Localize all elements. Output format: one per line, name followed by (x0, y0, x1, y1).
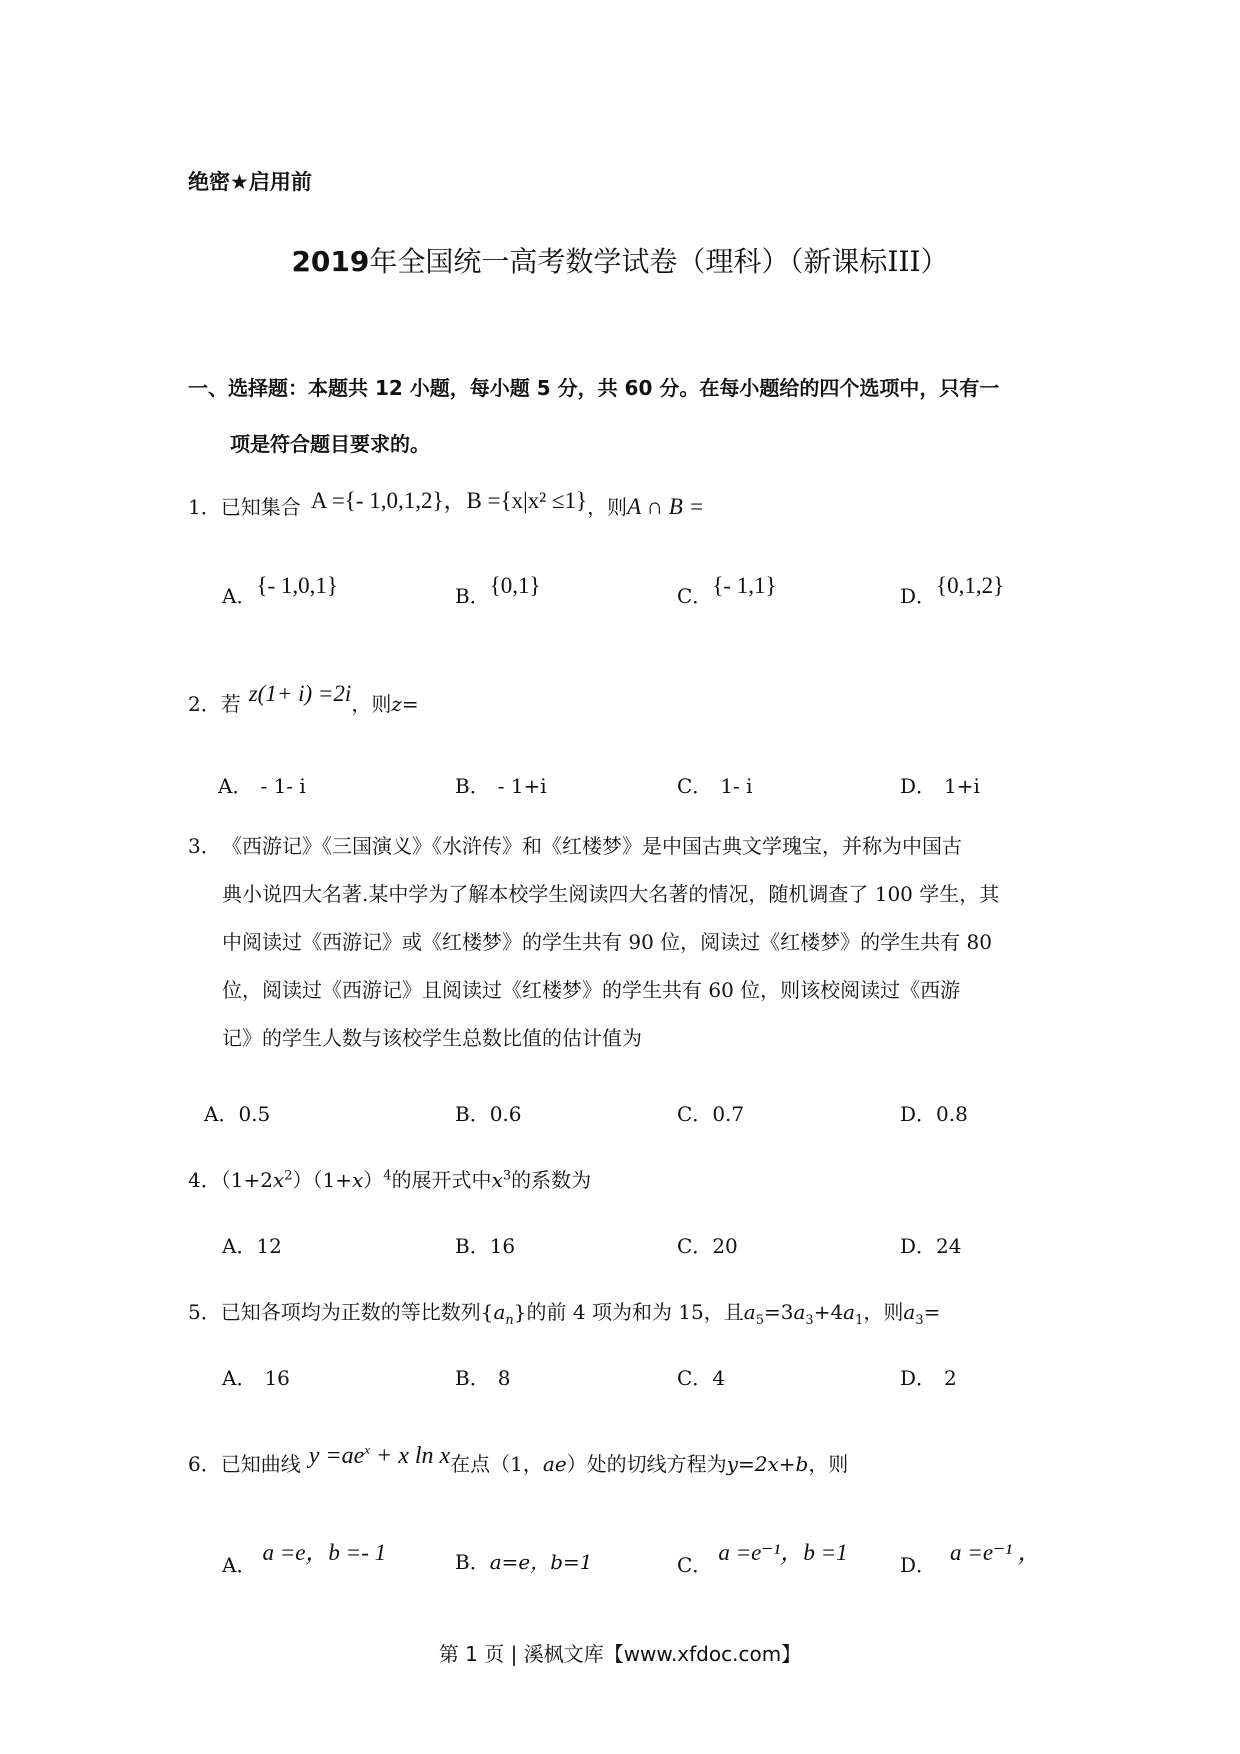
question-number: 2． (188, 692, 221, 716)
question-4: 4．$(1+2x^2)(1+x)^4$的展开式中$x^3$的系数为 (188, 1168, 592, 1192)
q6-option-d: D． a =e⁻¹ ， (900, 1540, 1041, 1577)
q1-option-c: C．{- 1,1} (677, 573, 777, 608)
q3-option-c: C．0.7 (677, 1102, 745, 1126)
q2-option-a: A． - 1- i (218, 774, 306, 798)
q3-option-a: A．0.5 (204, 1102, 271, 1126)
q2-option-d: D． 1+i (900, 774, 980, 798)
equation-formula: z(1+ i) =2i (248, 681, 352, 706)
confidential-label: 绝密★启用前 (188, 170, 312, 194)
q2-option-c: C． 1- i (677, 774, 753, 798)
q1-option-d: D．{0,1,2} (900, 573, 1005, 608)
question-number: 1． (188, 495, 221, 519)
question-line-2: 典小说四大名著.某中学为了解本校学生阅读四大名著的情况，随机调查了 100 学生，其 (222, 882, 1000, 906)
page-footer: 第 1 页 | 溪枫文库【www.xfdoc.com】 (438, 1642, 802, 1666)
q1-option-a: A．{- 1,0,1} (222, 573, 338, 608)
q4-option-d: D．24 (900, 1234, 962, 1258)
set-b-formula: B ={x|x² ≤1} (466, 488, 588, 513)
question-text: 已知集合 (220, 495, 301, 519)
question-3 (188, 822, 1068, 1062)
title-year: 2019 (291, 245, 370, 278)
q3-option-b: B．0.6 (455, 1102, 522, 1126)
question-line-5: 记》的学生人数与该校学生总数比值的估计值为 (222, 1026, 642, 1050)
q1-option-b: B．{0,1} (455, 573, 541, 608)
q3-option-d: D．0.8 (900, 1102, 968, 1126)
q4-option-a: A．12 (222, 1234, 282, 1258)
question-line-4: 位，阅读过《西游记》且阅读过《红楼梦》的学生共有 60 位，则该校阅读过《西游 (222, 978, 961, 1002)
section-line-1: 一、选择题：本题共 12 小题，每小题 5 分，共 60 分。在每小题给的四个选项中，只有一 (188, 376, 1000, 400)
set-a-formula: A ={- 1,0,1,2}， (310, 488, 467, 513)
question-text: ，则 (351, 692, 392, 716)
curve-formula: $y =ae^x + x$ ln x (308, 1442, 451, 1469)
title-text: 年全国统一高考数学试卷（理科）（新课标III） (369, 245, 949, 278)
q6-option-c: C． a =e⁻¹，b =1 (677, 1540, 848, 1577)
q5-option-d: D． 2 (900, 1366, 957, 1390)
exam-title (0, 240, 1240, 280)
question-number: 4． (188, 1168, 221, 1192)
q5-option-c: C．4 (677, 1366, 726, 1390)
q6-option-a: A． a =e，b =- 1 (222, 1540, 387, 1577)
q4-option-c: C．20 (677, 1234, 738, 1258)
question-line-3: 中阅读过《西游记》或《红楼梦》的学生共有 90 位，阅读过《红楼梦》的学生共有 80 (222, 930, 992, 954)
q6-option-b: B．a=e，b=1 (455, 1550, 593, 1574)
q2-option-b: B． - 1+i (455, 774, 547, 798)
question-2 (188, 681, 419, 717)
question-number: 6． (188, 1452, 221, 1476)
question-number: 3． (188, 834, 221, 858)
question-text: 若 (220, 692, 241, 716)
question-6: 6．已知曲线 $y =ae^x + x$ ln x在点（1，ae）处的切线方程为y=2x+b，则 (188, 1442, 849, 1476)
question-1 (188, 488, 704, 521)
question-5: 5．已知各项均为正数的等比数列$\{a_n\}$的前 4 项为和为 15，且$a_5=3a_3+4a_1$，则$a_3=$ (188, 1300, 941, 1328)
section-heading (188, 360, 1068, 472)
q5-option-b: B． 8 (455, 1366, 511, 1390)
question-line-1: 《西游记》《三国演义》《水浒传》和《红楼梦》是中国古典文学瑰宝，并称为中国古 (222, 834, 962, 858)
question-text: ，则 (587, 495, 628, 519)
intersection-formula: A ∩ B = (627, 494, 705, 519)
unknown-z: z= (391, 692, 419, 716)
q4-option-b: B．16 (455, 1234, 516, 1258)
q5-option-a: A． 16 (222, 1366, 290, 1390)
question-number: 5． (188, 1300, 221, 1324)
section-line-2: 项是符合题目要求的。 (230, 432, 430, 456)
